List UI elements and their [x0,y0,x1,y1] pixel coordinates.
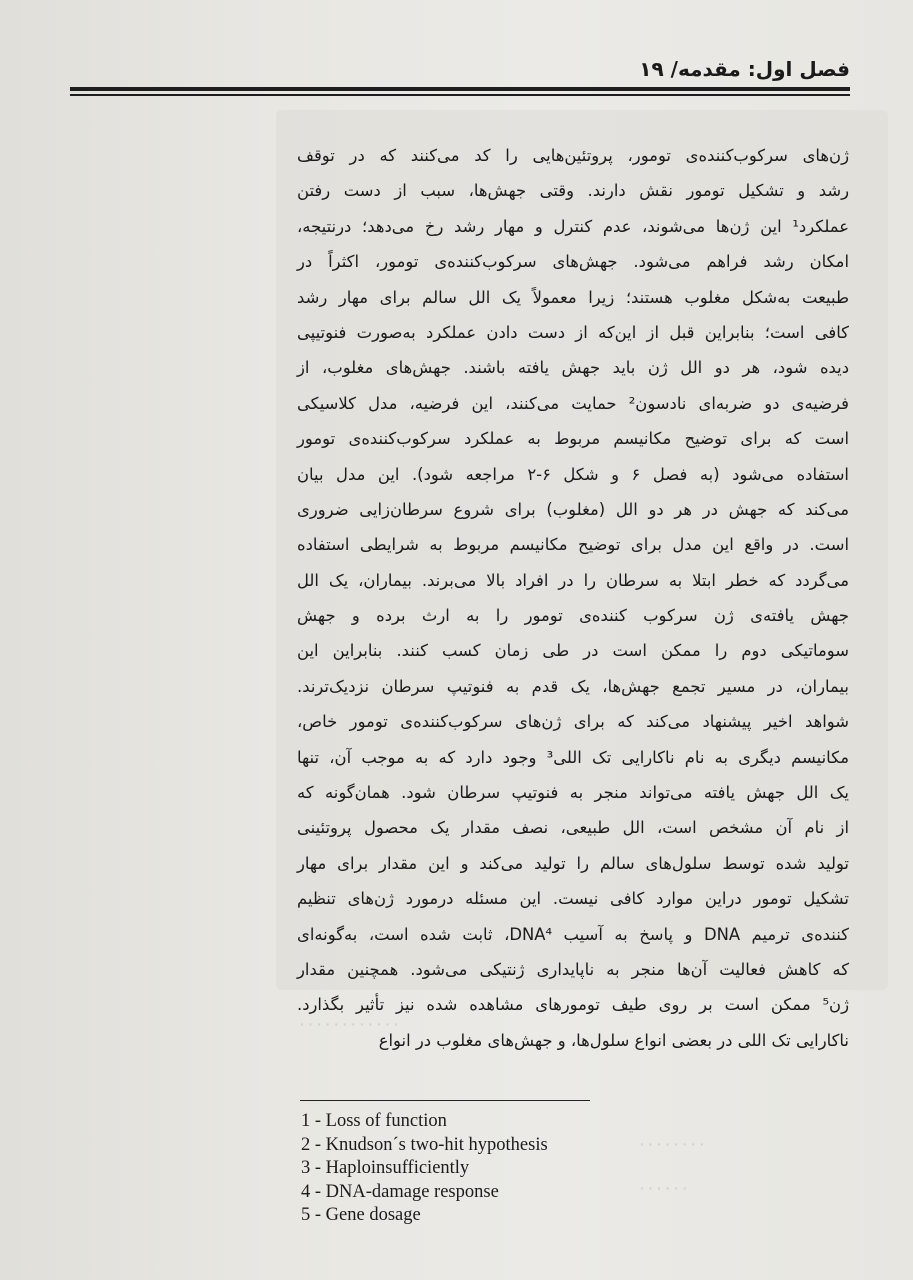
paragraph-line: فرضیه‌ی دو ضربه‌ای نادسون² حمایت می‌کنند، این فرضیه، مدل کلاسیکی [297,393,850,413]
paragraph-line: استفاده می‌شود (به فصل ۶ و شکل ۶-۲ مراجعه شود). این مدل بیان [297,464,849,484]
bleed-through-text: · · · · · · [640,1180,688,1196]
header-rule-thin [70,94,850,96]
header-rule-thick [70,87,850,91]
main-paragraph [297,138,849,1058]
paragraph-line: عملکرد¹ این ژن‌ها می‌شوند، عدم کنترل و مهار رشد رخ می‌دهد؛ درنتیجه، [297,216,849,236]
footnote: 4 - DNA-damage response [301,1181,499,1202]
paragraph-line: می‌گردد که خطر ابتلا به سرطان را در افراد بالا می‌برند. بیماران، یک الل [297,570,849,590]
paragraph-line: دیده شود، هر دو الل ژن باید جهش یافته باشند. جهش‌های مغلوب، از [297,358,849,378]
paragraph-line: جهش یافته‌ی ژن سرکوب کننده‌ی تومور را به ارث برده و جهش [297,606,849,626]
footnote: 5 - Gene dosage [301,1205,421,1226]
paragraph-line: امکان رشد فراهم می‌شود. جهش‌های سرکوب‌کننده‌ی تومور، اکثراً در [297,252,849,272]
footnotes [301,1110,631,1228]
paragraph-line: سوماتیکی دوم را ممکن است در طی زمان کسب کنند. بنابراین این [297,641,849,661]
footnote-separator [300,1100,590,1101]
paragraph-line: ژن‌های سرکوب‌کننده‌ی تومور، پروتئین‌هایی را کد می‌کنند که در توقف [297,146,849,165]
paragraph-line: از نام آن مشخص است، الل طبیعی، نصف مقدار یک محصول پروتئینی [297,818,849,838]
page-header [70,55,850,95]
paragraph-line: است. در واقع این مدل برای توضیح مکانیسم مربوط به شرایطی استفاده [297,535,849,555]
paragraph-line: طبیعت به‌شکل مغلوب هستند؛ زیرا معمولاً یک الل سالم برای مهار رشد [297,287,849,307]
paragraph-line: کافی است؛ بنابراین قبل از این‌که از دست دادن عملکرد به‌صورت فنوتیپی [297,322,849,342]
paragraph-line: تولید شده توسط سلول‌های سالم را تولید می‌کند و این مقدار برای مهار [297,853,849,873]
paragraph-line: است که برای توضیح مکانیسم مربوط به عملکرد سرکوب‌کننده‌ی تومور [297,429,849,449]
paragraph-line: بیماران، در مسیر تجمع جهش‌ها، یک قدم به فنوتیپ سرطان نزدیک‌ترند. [297,676,849,696]
paragraph-line: تشکیل تومور دراین موارد کافی نیست. این مسئله درمورد ژن‌های تنظیم [297,889,849,909]
bleed-through-text: · · · · · · · · · · · · [300,1016,399,1032]
footnote: 1 - Loss of function [301,1111,447,1131]
paragraph-line: مکانیسم دیگری به نام ناکارایی تک اللی³ وجود دارد که به موجب آن، تنها [297,747,849,767]
bleed-through-text: · · · · · · · · [640,1136,705,1152]
paragraph-line: یک الل جهش یافته می‌تواند منجر به فنوتیپ سرطان شود. همان‌گونه که [297,783,849,803]
paragraph-line: که کاهش فعالیت آن‌ها منجر به ناپایداری ژنتیکی می‌شود. همچنین مقدار [297,959,849,979]
chapter-title: فصل اول: مقدمه/ ۱۹ [639,57,850,81]
paragraph-line: کننده‌ی ترمیم DNA و پاسخ به آسیب DNA⁴، ثابت شده است، به‌گونه‌ای [297,924,849,944]
footnote: 2 - Knudson´s two-hit hypothesis [301,1134,548,1155]
footnote: 3 - Haploinsufficiently [301,1158,470,1179]
paragraph-line: رشد و تشکیل تومور نقش دارند. وقتی جهش‌ها، سبب از دست رفتن [297,181,849,201]
paragraph-line: شواهد اخیر پیشنهاد می‌کند که برای ژن‌های سرکوب‌کننده‌ی تومور خاص، [297,712,849,732]
paragraph-line: ژن⁵ ممکن است بر روی طیف تومورهای مشاهده شده نیز تأثیر بگذارد. [297,995,849,1015]
paragraph-line: می‌کند که جهش در هر دو الل (مغلوب) برای شروع سرطان‌زایی ضروری [297,499,849,519]
paragraph-line: ناکارایی تک اللی در بعضی انواع سلول‌ها، و جهش‌های مغلوب در انواع [378,1030,849,1050]
